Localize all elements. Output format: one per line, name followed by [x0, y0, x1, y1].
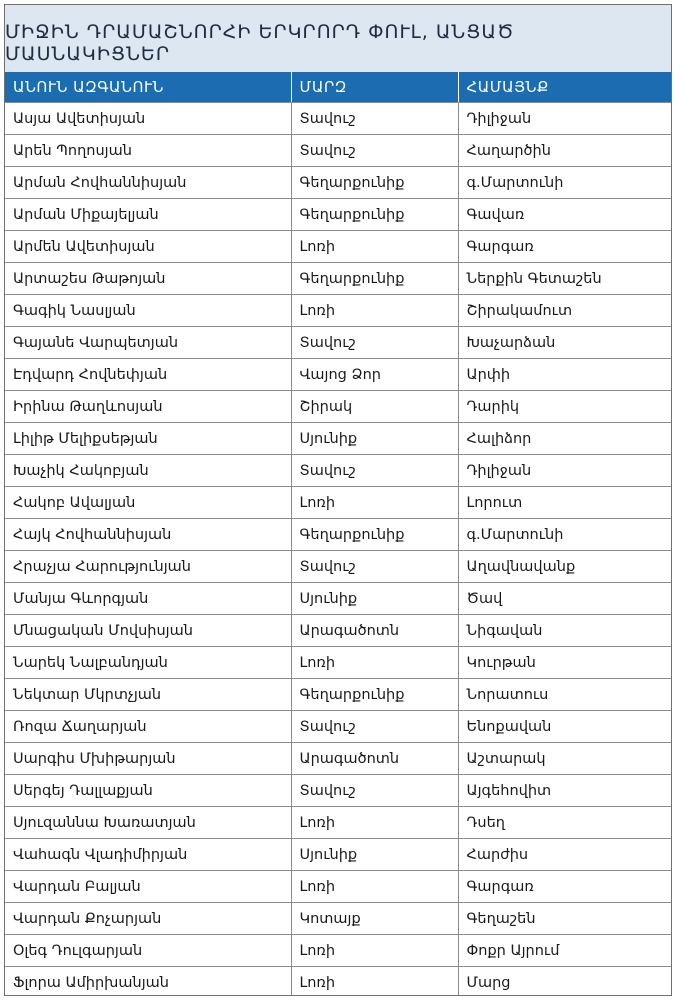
- cell-name: Ռոզա Ճաղարյան: [5, 711, 291, 743]
- cell-name: Վահագն Վլադիմիրյան: [5, 839, 291, 871]
- column-header-region: ՄԱՐԶ: [291, 72, 458, 103]
- cell-region: Գեղարքունիք: [291, 167, 458, 199]
- cell-community: Լորուտ: [458, 487, 671, 519]
- cell-name: Հրաչյա Հարությունյան: [5, 551, 291, 583]
- cell-community: Դսեղ: [458, 807, 671, 839]
- cell-community: Հարժիս: [458, 839, 671, 871]
- cell-region: Սյունիք: [291, 839, 458, 871]
- cell-region: Կոտայք: [291, 903, 458, 935]
- table-row: [5, 295, 671, 327]
- table-row: [5, 647, 671, 679]
- table-row: [5, 455, 671, 487]
- cell-region: Տավուշ: [291, 711, 458, 743]
- cell-region: Լոռի: [291, 231, 458, 263]
- cell-name: Ֆլորա Ամիրխանյան: [5, 967, 291, 997]
- cell-region: Լոռի: [291, 487, 458, 519]
- table-row: [5, 583, 671, 615]
- table-row: [5, 327, 671, 359]
- table-row: [5, 903, 671, 935]
- cell-name: Սերգեյ Դալլաքյան: [5, 775, 291, 807]
- cell-name: Հակոբ Ավալյան: [5, 487, 291, 519]
- table-row: [5, 199, 671, 231]
- table-row: [5, 519, 671, 551]
- cell-region: Գեղարքունիք: [291, 263, 458, 295]
- cell-community: Այգեհովիտ: [458, 775, 671, 807]
- table-row: [5, 615, 671, 647]
- table-row: [5, 743, 671, 775]
- cell-name: Արմեն Ավետիսյան: [5, 231, 291, 263]
- table-row: [5, 807, 671, 839]
- cell-region: Լոռի: [291, 807, 458, 839]
- cell-region: Սյունիք: [291, 583, 458, 615]
- cell-community: Ծավ: [458, 583, 671, 615]
- cell-community: Դիլիջան: [458, 455, 671, 487]
- table-row: [5, 263, 671, 295]
- cell-name: Նեկտար Մկրտչյան: [5, 679, 291, 711]
- cell-community: Գարգառ: [458, 871, 671, 903]
- cell-community: Փոքր Այրում: [458, 935, 671, 967]
- table-row: [5, 839, 671, 871]
- cell-region: Տավուշ: [291, 455, 458, 487]
- cell-name: Վարդան Քոչարյան: [5, 903, 291, 935]
- table-row: [5, 775, 671, 807]
- cell-name: Վարդան Բալյան: [5, 871, 291, 903]
- cell-community: Նորատուս: [458, 679, 671, 711]
- table-row: [5, 711, 671, 743]
- cell-community: Ենոքավան: [458, 711, 671, 743]
- cell-community: Աղավնավանք: [458, 551, 671, 583]
- document-title: ՄԻՋԻՆ ԴՐԱՄԱՇՆՈՐՀԻ ԵՐԿՐՈՐԴ ՓՈՒԼ, ԱՆՑԱԾ ՄԱՍՆԱԿԻՑՆԵՐ: [5, 5, 671, 72]
- cell-community: Արփի: [458, 359, 671, 391]
- cell-region: Արագածոտն: [291, 743, 458, 775]
- cell-region: Տավուշ: [291, 103, 458, 135]
- table-row: [5, 551, 671, 583]
- cell-region: Գեղարքունիք: [291, 519, 458, 551]
- table-row: [5, 967, 671, 997]
- cell-name: Օլեգ Դուլգարյան: [5, 935, 291, 967]
- cell-community: Հաղարծին: [458, 135, 671, 167]
- cell-region: Շիրակ: [291, 391, 458, 423]
- cell-community: գ.Մարտունի: [458, 167, 671, 199]
- cell-name: Գայանե Վարպետյան: [5, 327, 291, 359]
- cell-name: Մանյա Գևորգյան: [5, 583, 291, 615]
- cell-region: Լոռի: [291, 967, 458, 997]
- cell-community: Խաչարձան: [458, 327, 671, 359]
- cell-name: Արտաշես Թաթոյան: [5, 263, 291, 295]
- cell-region: Լոռի: [291, 871, 458, 903]
- table-row: [5, 103, 671, 135]
- cell-name: Լիլիթ Մելիքսեթյան: [5, 423, 291, 455]
- cell-region: Սյունիք: [291, 423, 458, 455]
- cell-region: Տավուշ: [291, 551, 458, 583]
- cell-region: Լոռի: [291, 295, 458, 327]
- cell-community: Աշտարակ: [458, 743, 671, 775]
- cell-name: Էդվարդ Հովնեփյան: [5, 359, 291, 391]
- cell-name: Արման Հովհաննիսյան: [5, 167, 291, 199]
- table-row: [5, 487, 671, 519]
- cell-region: Տավուշ: [291, 135, 458, 167]
- cell-region: Գեղարքունիք: [291, 679, 458, 711]
- cell-name: Արման Միքայելյան: [5, 199, 291, 231]
- cell-name: Մնացական Մովսիսյան: [5, 615, 291, 647]
- column-header-community: ՀԱՄԱՅՆՔ: [458, 72, 671, 103]
- table-row: [5, 359, 671, 391]
- cell-region: Արագածոտն: [291, 615, 458, 647]
- table-row: [5, 231, 671, 263]
- cell-community: Դարիկ: [458, 391, 671, 423]
- table-row: [5, 391, 671, 423]
- cell-name: Խաչիկ Հակոբյան: [5, 455, 291, 487]
- table-row: [5, 871, 671, 903]
- cell-name: Սարգիս Մխիթարյան: [5, 743, 291, 775]
- table-row: [5, 935, 671, 967]
- table-row: [5, 679, 671, 711]
- cell-community: Նիգավան: [458, 615, 671, 647]
- participants-document: [4, 4, 672, 996]
- cell-community: Դիլիջան: [458, 103, 671, 135]
- table-body: [5, 103, 671, 997]
- cell-region: Տավուշ: [291, 775, 458, 807]
- table-row: [5, 423, 671, 455]
- cell-name: Սյուզաննա Խառատյան: [5, 807, 291, 839]
- cell-name: Գագիկ Նասլյան: [5, 295, 291, 327]
- cell-name: Ասյա Ավետիսյան: [13, 110, 146, 127]
- cell-name: Արեն Պողոսյան: [5, 135, 291, 167]
- cell-community: Հալիձոր: [458, 423, 671, 455]
- cell-community: Գեղաշեն: [458, 903, 671, 935]
- cell-name: Իրինա Թաղևոսյան: [5, 391, 291, 423]
- table-row: [5, 135, 671, 167]
- cell-region: Վայոց Ձոր: [291, 359, 458, 391]
- cell-region: Գեղարքունիք: [291, 199, 458, 231]
- cell-community: Մարց: [458, 967, 671, 997]
- cell-region: Լոռի: [291, 935, 458, 967]
- cell-community: Շիրակամուտ: [458, 295, 671, 327]
- participants-table: [5, 72, 671, 996]
- cell-community: Գարգառ: [458, 231, 671, 263]
- cell-community: գ.Մարտունի: [458, 519, 671, 551]
- cell-region: Տավուշ: [291, 327, 458, 359]
- table-row: [5, 167, 671, 199]
- table-header-row: [5, 72, 671, 103]
- cell-name: Նարեկ Նալբանդյան: [5, 647, 291, 679]
- column-header-name: ԱՆՈՒՆ ԱԶԳԱՆՈՒՆ: [5, 72, 291, 103]
- cell-community: Ներքին Գետաշեն: [458, 263, 671, 295]
- cell-community: Կուրթան: [458, 647, 671, 679]
- cell-name: Հայկ Հովհաննիսյան: [5, 519, 291, 551]
- cell-community: Գավառ: [458, 199, 671, 231]
- cell-region: Լոռի: [291, 647, 458, 679]
